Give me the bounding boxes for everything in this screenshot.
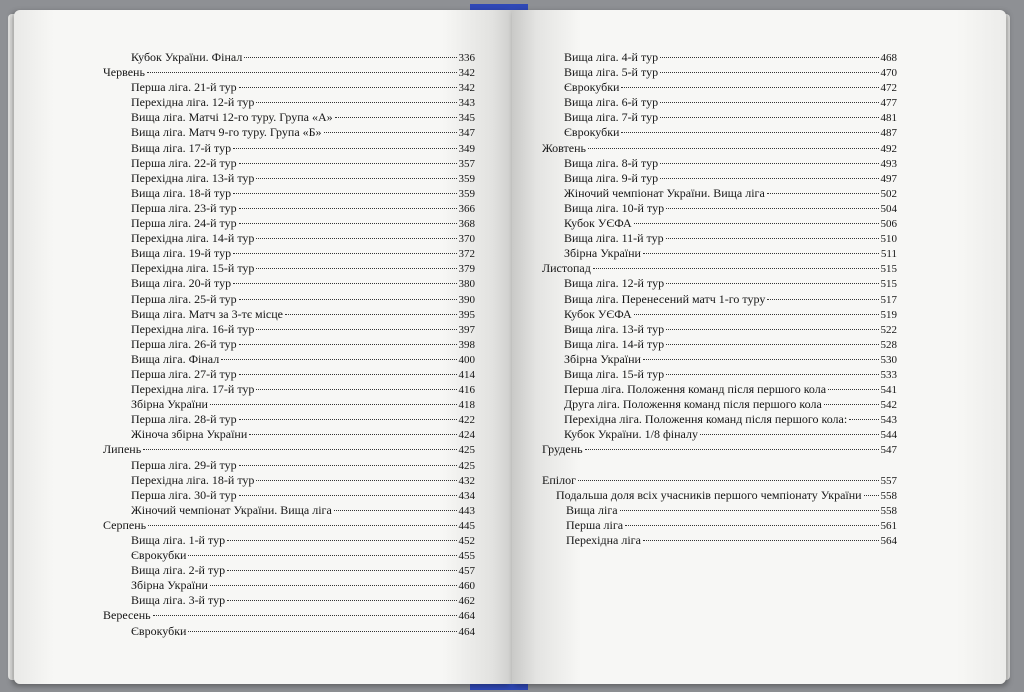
- toc-entry-title: Перша ліга. Положення команд після першого кола: [564, 382, 827, 397]
- toc-entry-page-number: 544: [880, 429, 897, 442]
- dot-leader: [239, 163, 457, 164]
- dot-leader: [643, 540, 879, 541]
- toc-entry: [103, 95, 475, 110]
- toc-entry-page-number: 543: [880, 414, 897, 427]
- toc-entry-title: Кубок України. 1/8 фіналу: [564, 427, 698, 442]
- dot-leader: [593, 268, 879, 269]
- toc-entry: [542, 292, 897, 307]
- toc-entry: [103, 171, 475, 186]
- toc-entry: [103, 261, 475, 276]
- toc-entry: [103, 292, 475, 307]
- toc-entry: [542, 95, 897, 110]
- toc-entry-title: Перша ліга. 27-й тур: [131, 366, 237, 381]
- toc-entry: [542, 473, 897, 488]
- dot-leader: [643, 359, 879, 360]
- toc-entry-page-number: 455: [458, 550, 475, 563]
- dot-leader: [324, 132, 457, 133]
- toc-entry: [103, 382, 475, 397]
- toc-entry: [103, 608, 475, 623]
- toc-entry-page-number: 395: [458, 308, 475, 321]
- dot-leader: [634, 314, 879, 315]
- toc-entry-title: Єврокубки: [131, 548, 187, 563]
- left-table-of-contents: [103, 50, 475, 639]
- dot-leader: [578, 480, 879, 481]
- dot-leader: [233, 253, 456, 254]
- toc-entry-page-number: 443: [458, 504, 475, 517]
- dot-leader: [233, 148, 456, 149]
- dot-leader: [660, 72, 878, 73]
- toc-entry-title: Перехідна ліга. 18-й тур: [131, 472, 255, 487]
- toc-entry: [542, 80, 897, 95]
- toc-entry-title: Перехідна ліга. 13-й тур: [131, 170, 255, 185]
- toc-entry-title: Перша ліга. 23-й тур: [131, 200, 237, 215]
- toc-entry-title: Перехідна ліга. Положення команд після першого кола:: [564, 412, 848, 427]
- dot-leader: [210, 404, 457, 405]
- toc-entry-page-number: 434: [458, 489, 475, 502]
- dot-leader: [256, 480, 456, 481]
- dot-leader: [239, 465, 457, 466]
- toc-entry: [103, 141, 475, 156]
- right-table-of-contents: [542, 50, 897, 548]
- dot-leader: [864, 495, 879, 496]
- toc-entry-page-number: 477: [880, 97, 897, 110]
- toc-entry-title: Перша ліга. 28-й тур: [131, 412, 237, 427]
- toc-entry-page-number: 349: [458, 142, 475, 155]
- toc-entry-title: Перехідна ліга. 12-й тур: [131, 95, 255, 110]
- dot-leader: [233, 283, 456, 284]
- toc-entry-title: Вища ліга. Перенесений матч 1-го туру: [564, 291, 766, 306]
- dot-leader: [625, 525, 878, 526]
- toc-entry-title: Вища ліга. 18-й тур: [131, 185, 232, 200]
- toc-entry: [542, 412, 897, 427]
- toc-entry: [103, 186, 475, 201]
- dot-leader: [227, 540, 456, 541]
- toc-entry: [542, 382, 897, 397]
- toc-entry: [542, 533, 897, 548]
- toc-entry-title: Вища ліга. Матчі 12-го туру. Група «А»: [131, 110, 333, 125]
- dot-leader: [666, 344, 878, 345]
- dot-leader: [334, 510, 457, 511]
- dot-leader: [660, 178, 878, 179]
- toc-entry-page-number: 343: [458, 97, 475, 110]
- toc-entry-page-number: 511: [880, 248, 897, 261]
- toc-entry: [103, 125, 475, 140]
- toc-entry-page-number: 347: [458, 127, 475, 140]
- toc-entry-page-number: 422: [458, 414, 475, 427]
- dot-leader: [256, 238, 456, 239]
- dot-leader: [666, 238, 879, 239]
- toc-entry-page-number: 519: [880, 308, 897, 321]
- toc-entry-page-number: 372: [458, 248, 475, 261]
- dot-leader: [588, 148, 879, 149]
- dot-leader: [621, 132, 878, 133]
- toc-entry-title: Вища ліга: [566, 502, 618, 517]
- toc-entry-title: Перша ліга. 22-й тур: [131, 155, 237, 170]
- toc-entry: [542, 261, 897, 276]
- dot-leader: [634, 223, 879, 224]
- dot-leader: [828, 389, 878, 390]
- toc-entry: [542, 50, 897, 65]
- dot-leader: [660, 117, 878, 118]
- toc-entry-title: Перша ліга. 30-й тур: [131, 487, 237, 502]
- toc-entry: [103, 110, 475, 125]
- toc-entry: [103, 231, 475, 246]
- toc-entry: [103, 578, 475, 593]
- dot-leader: [660, 57, 878, 58]
- toc-entry-page-number: 497: [880, 172, 897, 185]
- toc-entry-page-number: 504: [880, 202, 897, 215]
- toc-entry-title: Подальша доля всіх учасників першого чемпіонату України: [556, 487, 862, 502]
- toc-entry: [103, 337, 475, 352]
- dot-leader: [148, 525, 456, 526]
- toc-entry-page-number: 359: [458, 187, 475, 200]
- dot-leader: [227, 570, 456, 571]
- toc-entry-title: Вища ліга. 6-й тур: [564, 95, 659, 110]
- toc-entry-page-number: 510: [880, 233, 897, 246]
- toc-entry: [103, 352, 475, 367]
- toc-entry-title: Грудень: [542, 442, 583, 457]
- toc-entry-title: Вища ліга. 17-й тур: [131, 140, 232, 155]
- toc-entry-page-number: 418: [458, 399, 475, 412]
- toc-entry-page-number: 336: [458, 52, 475, 64]
- toc-entry: [542, 503, 897, 518]
- toc-entry-page-number: 530: [880, 353, 897, 366]
- toc-entry-page-number: 464: [458, 625, 475, 638]
- toc-entry-page-number: 515: [880, 263, 897, 276]
- toc-entry-page-number: 502: [880, 187, 897, 200]
- dot-leader: [666, 374, 878, 375]
- toc-entry-page-number: 416: [458, 384, 475, 397]
- toc-entry: [103, 50, 475, 65]
- toc-entry-title: Перша ліга. 25-й тур: [131, 291, 237, 306]
- toc-entry: [103, 488, 475, 503]
- toc-entry-title: Перехідна ліга. 16-й тур: [131, 321, 255, 336]
- toc-entry-title: Перехідна ліга. 15-й тур: [131, 261, 255, 276]
- toc-entry: [542, 518, 897, 533]
- toc-entry: [542, 110, 897, 125]
- toc-entry: [103, 624, 475, 639]
- toc-entry: [103, 563, 475, 578]
- toc-entry: [542, 125, 897, 140]
- toc-entry-title: Перехідна ліга. 14-й тур: [131, 231, 255, 246]
- dot-leader: [643, 253, 879, 254]
- toc-entry-title: Кубок УЄФА: [564, 306, 632, 321]
- toc-entry: [103, 533, 475, 548]
- toc-entry-page-number: 425: [458, 444, 475, 457]
- toc-entry-page-number: 468: [880, 52, 897, 64]
- dot-leader: [666, 329, 878, 330]
- toc-entry-page-number: 342: [458, 67, 475, 80]
- toc-entry-page-number: 400: [458, 353, 475, 366]
- toc-entry-page-number: 342: [458, 82, 475, 95]
- toc-entry-title: Єврокубки: [131, 623, 187, 638]
- toc-entry: [542, 201, 897, 216]
- toc-entry-page-number: 359: [458, 172, 475, 185]
- dot-leader: [621, 87, 878, 88]
- toc-entry-page-number: 517: [880, 293, 897, 306]
- toc-entry-title: Вища ліга. 12-й тур: [564, 276, 665, 291]
- toc-entry: [103, 458, 475, 473]
- toc-entry-page-number: 481: [880, 112, 897, 125]
- dot-leader: [239, 344, 457, 345]
- toc-entry-title: Вища ліга. 4-й тур: [564, 50, 659, 64]
- toc-entry-title: Збірна України: [131, 397, 208, 412]
- toc-entry-title: Вища ліга. 8-й тур: [564, 155, 659, 170]
- toc-entry: [103, 65, 475, 80]
- dot-leader: [244, 57, 456, 58]
- toc-entry-title: Вища ліга. Матч за 3-тє місце: [131, 306, 283, 321]
- dot-leader: [700, 434, 879, 435]
- toc-entry-title: Липень: [103, 442, 142, 457]
- toc-entry: [103, 246, 475, 261]
- toc-entry-title: Вища ліга. 14-й тур: [564, 336, 665, 351]
- toc-entry: [103, 367, 475, 382]
- toc-entry: [542, 352, 897, 367]
- toc-entry: [542, 276, 897, 291]
- dot-leader: [153, 615, 457, 616]
- toc-entry-title: Вища ліга. 19-й тур: [131, 246, 232, 261]
- toc-entry-title: Вища ліга. 11-й тур: [564, 231, 664, 246]
- toc-entry: [103, 442, 475, 457]
- toc-entry-title: Листопад: [542, 261, 591, 276]
- toc-entry: [542, 427, 897, 442]
- dot-leader: [239, 419, 457, 420]
- toc-entry-title: Вища ліга. Фінал: [131, 351, 220, 366]
- dot-leader: [767, 193, 879, 194]
- toc-entry: [542, 488, 897, 503]
- dot-leader: [188, 631, 456, 632]
- toc-entry-page-number: 541: [880, 384, 897, 397]
- toc-entry-title: Вища ліга. 7-й тур: [564, 110, 659, 125]
- toc-entry: [542, 171, 897, 186]
- toc-entry-title: Вересень: [103, 608, 151, 623]
- toc-entry-page-number: 462: [458, 595, 475, 608]
- toc-entry-page-number: 492: [880, 142, 897, 155]
- toc-entry-page-number: 380: [458, 278, 475, 291]
- toc-entry-page-number: 557: [880, 474, 897, 487]
- dot-leader: [620, 510, 879, 511]
- toc-entry-title: Вища ліга. 2-й тур: [131, 563, 226, 578]
- toc-entry: [103, 473, 475, 488]
- dot-leader: [256, 389, 456, 390]
- toc-entry-page-number: 460: [458, 580, 475, 593]
- dot-leader: [188, 555, 456, 556]
- toc-entry-page-number: 464: [458, 610, 475, 623]
- toc-entry: [542, 397, 897, 412]
- toc-entry-title: Епілог: [542, 472, 576, 487]
- dot-leader: [256, 329, 456, 330]
- toc-entry-page-number: 558: [880, 504, 897, 517]
- toc-entry-title: Перехідна ліга. 17-й тур: [131, 382, 255, 397]
- toc-entry-title: Єврокубки: [564, 125, 620, 140]
- toc-entry-page-number: 414: [458, 368, 475, 381]
- toc-entry-title: Жіночий чемпіонат України. Вища ліга: [564, 185, 765, 200]
- toc-entry-title: Вища ліга. 3-й тур: [131, 593, 226, 608]
- toc-entry-title: Вища ліга. 20-й тур: [131, 276, 232, 291]
- toc-entry-title: Червень: [103, 65, 145, 80]
- dot-leader: [585, 449, 879, 450]
- toc-entry-title: Серпень: [103, 517, 147, 532]
- toc-entry-page-number: 564: [880, 534, 897, 547]
- toc-entry-title: Вища ліга. 9-й тур: [564, 170, 659, 185]
- toc-entry-page-number: 528: [880, 338, 897, 351]
- toc-entry: [103, 397, 475, 412]
- toc-entry: [542, 322, 897, 337]
- toc-entry-page-number: 424: [458, 429, 475, 442]
- toc-entry: [103, 427, 475, 442]
- toc-entry-page-number: 445: [458, 519, 475, 532]
- toc-entry-page-number: 452: [458, 535, 475, 547]
- toc-entry-title: Перша ліга. 29-й тур: [131, 457, 237, 472]
- dot-leader: [233, 193, 456, 194]
- dot-leader: [767, 299, 878, 300]
- toc-entry-title: Жіноча збірна України: [131, 427, 248, 442]
- dot-leader: [849, 419, 878, 420]
- dot-leader: [666, 208, 878, 209]
- toc-entry-page-number: 533: [880, 368, 897, 381]
- toc-entry-page-number: 425: [458, 459, 475, 472]
- toc-entry: [103, 518, 475, 533]
- toc-entry-title: Перша ліга: [566, 517, 624, 532]
- toc-entry-title: Збірна України: [564, 246, 641, 261]
- toc-entry-title: Перша ліга. 26-й тур: [131, 336, 237, 351]
- toc-entry-page-number: 357: [458, 157, 475, 170]
- toc-entry: [542, 141, 897, 156]
- toc-entry-page-number: 522: [880, 323, 897, 336]
- toc-entry: [103, 412, 475, 427]
- dot-leader: [256, 102, 456, 103]
- dot-leader: [824, 404, 879, 405]
- toc-entry-page-number: 493: [880, 157, 897, 170]
- dot-leader: [221, 359, 456, 360]
- dot-leader: [239, 223, 457, 224]
- toc-entry-page-number: 370: [458, 233, 475, 246]
- toc-entry-title: Вища ліга. 1-й тур: [131, 533, 226, 547]
- toc-entry: [542, 65, 897, 80]
- dot-leader: [239, 495, 457, 496]
- toc-entry-title: Вища ліга. Матч 9-го туру. Група «Б»: [131, 125, 322, 140]
- dot-leader: [239, 208, 457, 209]
- dot-leader: [239, 87, 457, 88]
- toc-entry-page-number: 561: [880, 519, 897, 532]
- toc-entry-page-number: 432: [458, 474, 475, 487]
- toc-entry-page-number: 470: [880, 67, 897, 80]
- toc-entry-page-number: 515: [880, 278, 897, 291]
- toc-entry-title: Жіночий чемпіонат України. Вища ліга: [131, 502, 332, 517]
- dot-leader: [249, 434, 456, 435]
- section-spacer: [542, 458, 897, 473]
- toc-entry: [103, 216, 475, 231]
- dot-leader: [239, 374, 457, 375]
- toc-entry: [103, 593, 475, 608]
- toc-entry-page-number: 345: [458, 112, 475, 125]
- toc-entry-page-number: 379: [458, 263, 475, 276]
- toc-entry: [103, 201, 475, 216]
- dot-leader: [227, 600, 456, 601]
- toc-entry: [103, 548, 475, 563]
- toc-entry: [103, 503, 475, 518]
- toc-entry-title: Перша ліга. 24-й тур: [131, 216, 237, 231]
- toc-entry-page-number: 368: [458, 218, 475, 231]
- dot-leader: [239, 299, 457, 300]
- toc-entry: [542, 337, 897, 352]
- dot-leader: [285, 314, 457, 315]
- toc-entry-page-number: 366: [458, 202, 475, 215]
- toc-entry: [542, 246, 897, 261]
- toc-entry: [103, 322, 475, 337]
- dot-leader: [660, 102, 878, 103]
- toc-entry: [542, 442, 897, 457]
- toc-entry: [542, 186, 897, 201]
- toc-entry-title: Вища ліга. 15-й тур: [564, 366, 665, 381]
- toc-entry-title: Друга ліга. Положення команд після першого кола: [564, 397, 822, 412]
- dot-leader: [256, 268, 456, 269]
- toc-entry: [103, 80, 475, 95]
- dot-leader: [666, 283, 878, 284]
- toc-entry-title: Вища ліга. 10-й тур: [564, 200, 665, 215]
- dot-leader: [256, 178, 456, 179]
- toc-entry-title: Кубок України. Фінал: [131, 50, 243, 64]
- toc-entry: [103, 307, 475, 322]
- toc-entry-title: Перша ліга. 21-й тур: [131, 80, 237, 95]
- toc-entry-title: Єврокубки: [564, 80, 620, 95]
- toc-entry-title: Вища ліга. 5-й тур: [564, 65, 659, 80]
- toc-entry: [542, 307, 897, 322]
- toc-entry-page-number: 506: [880, 218, 897, 231]
- toc-entry-page-number: 547: [880, 444, 897, 457]
- toc-entry-page-number: 397: [458, 323, 475, 336]
- toc-entry: [542, 231, 897, 246]
- dot-leader: [660, 163, 878, 164]
- toc-entry: [103, 156, 475, 171]
- toc-entry-page-number: 472: [880, 82, 897, 95]
- toc-entry-page-number: 542: [880, 399, 897, 412]
- dot-leader: [147, 72, 457, 73]
- toc-entry-title: Жовтень: [542, 140, 586, 155]
- toc-entry: [542, 367, 897, 382]
- toc-entry-title: Вища ліга. 13-й тур: [564, 321, 665, 336]
- toc-entry-page-number: 398: [458, 338, 475, 351]
- toc-entry-page-number: 487: [880, 127, 897, 140]
- toc-entry-page-number: 390: [458, 293, 475, 306]
- toc-entry-page-number: 558: [880, 489, 897, 502]
- toc-entry-title: Кубок УЄФА: [564, 216, 632, 231]
- dot-leader: [210, 585, 457, 586]
- dot-leader: [335, 117, 457, 118]
- toc-entry-title: Збірна України: [131, 578, 208, 593]
- toc-entry: [542, 156, 897, 171]
- toc-entry-page-number: 457: [458, 565, 475, 578]
- dot-leader: [143, 449, 456, 450]
- toc-entry-title: Перехідна ліга: [566, 532, 641, 547]
- toc-entry-title: Збірна України: [564, 351, 641, 366]
- toc-entry: [103, 276, 475, 291]
- toc-entry: [542, 216, 897, 231]
